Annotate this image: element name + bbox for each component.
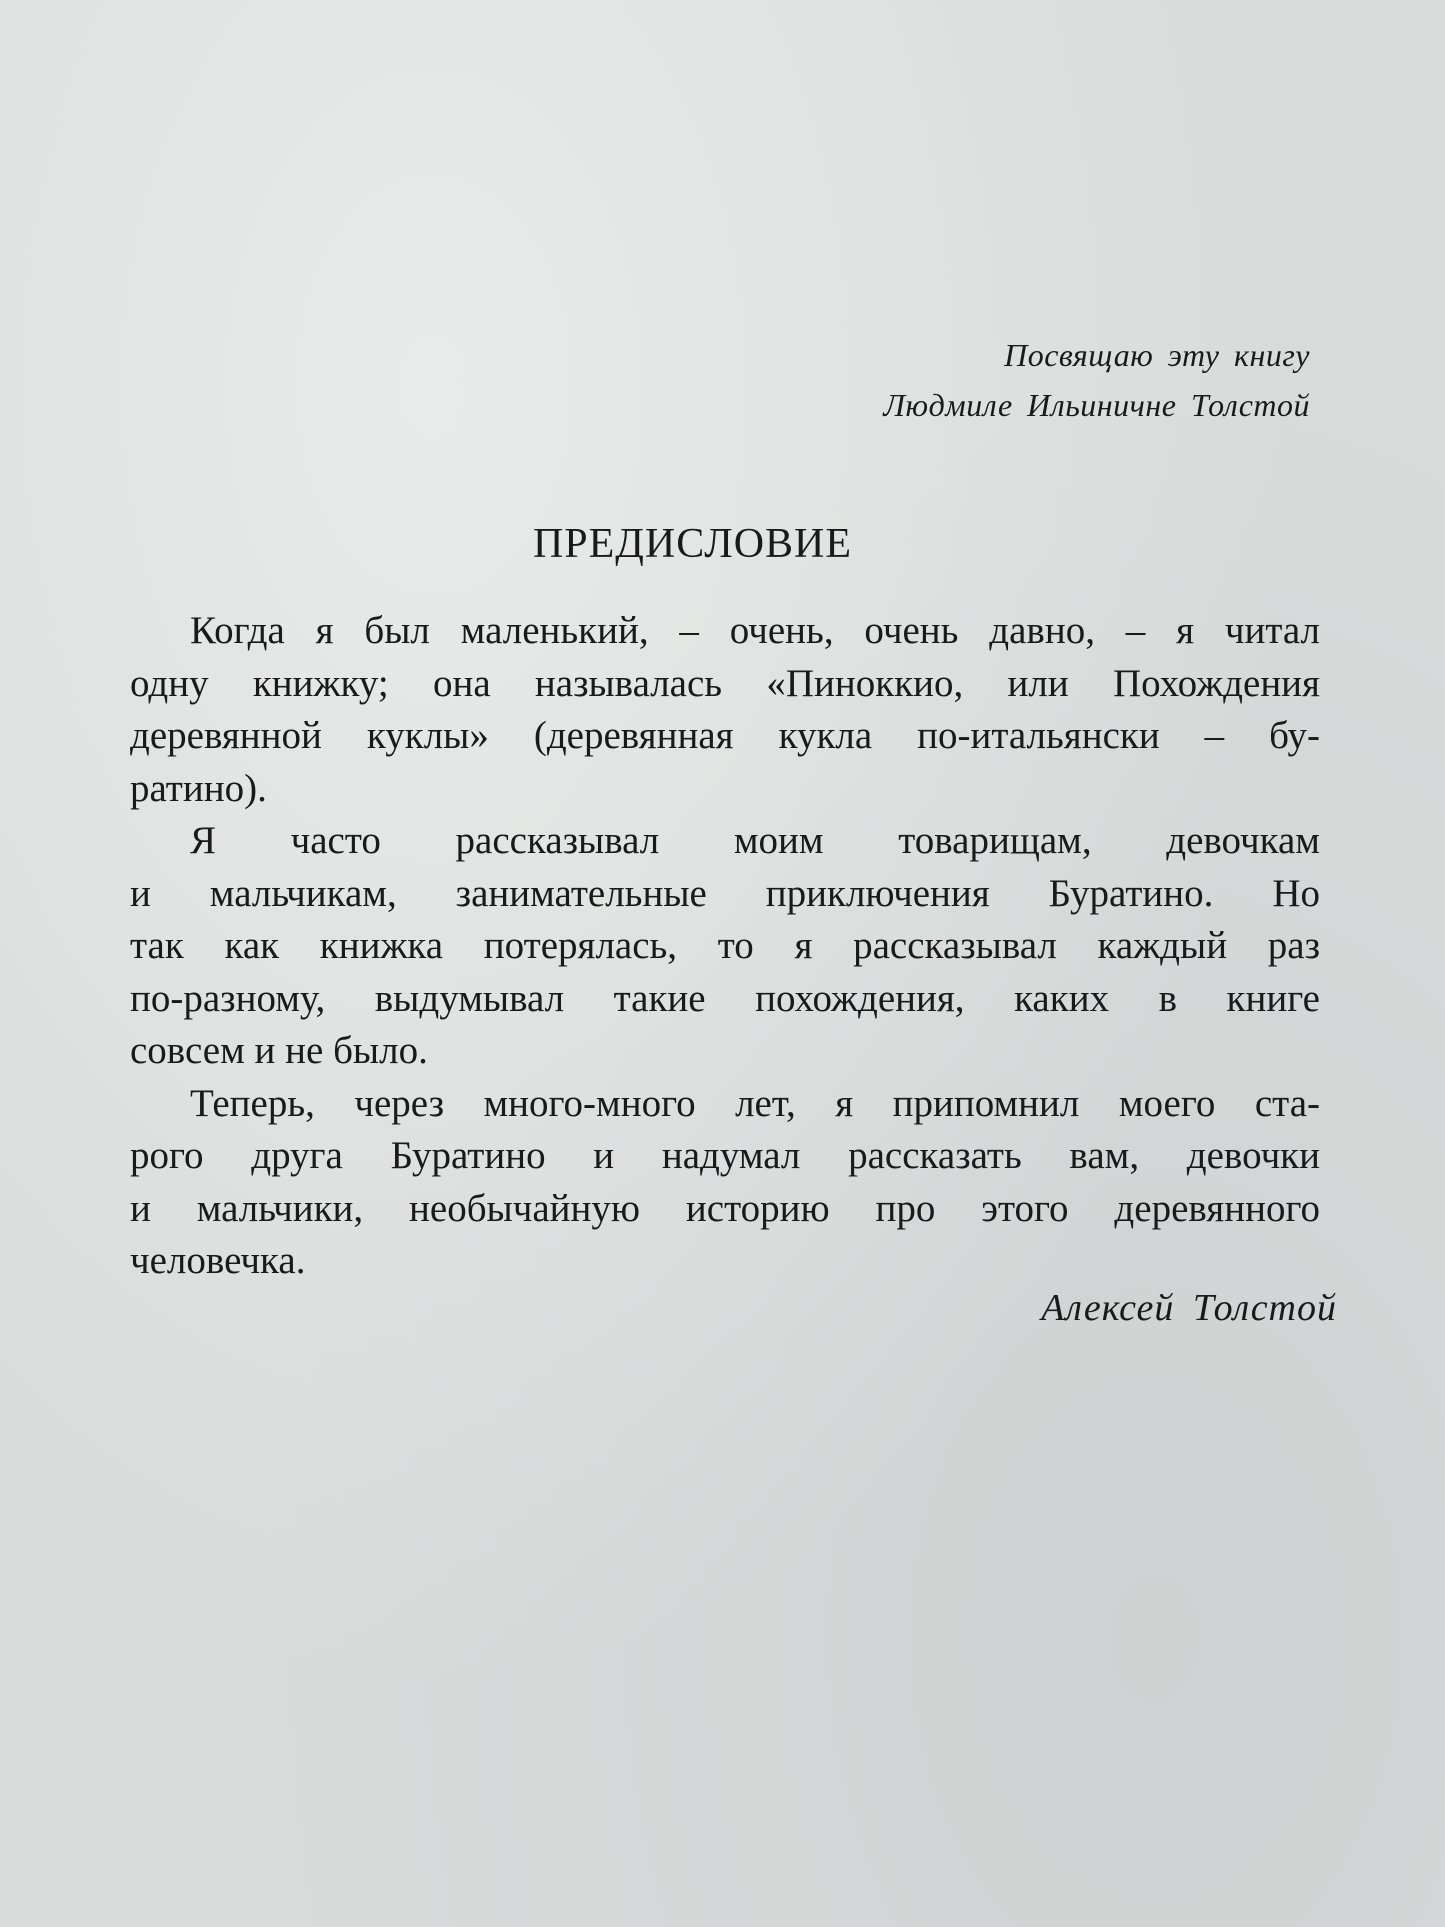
text-line: Теперь, через много-много лет, я припомнил моего ста- xyxy=(190,1081,1320,1125)
text-line: одну книжку; она называлась «Пиноккио, или Похождения xyxy=(130,661,1320,705)
text-line: так как книжка потерялась, то я рассказывал каждый раз xyxy=(130,924,1320,967)
text-line: по-разному, выдумывал такие похождения, каких в книге xyxy=(130,976,1320,1020)
text-line: Я часто рассказывал моим товарищам, девочкам xyxy=(190,819,1320,862)
dedication-line-2: Людмиле Ильиничне Толстой xyxy=(883,387,1310,423)
dedication-line-1: Посвящаю эту книгу xyxy=(1004,337,1310,373)
text-line: деревянной куклы» (деревянная кукла по-итальянски – бу- xyxy=(130,714,1320,757)
text-line: и мальчикам, занимательные приключения Буратино. Но xyxy=(130,871,1320,915)
text-line: и мальчики, необычайную историю про этого деревянного xyxy=(130,1186,1320,1230)
text-line: ратино). xyxy=(130,766,267,810)
paragraph-3 xyxy=(70,1078,1320,1288)
text-line: человечка. xyxy=(130,1239,306,1282)
page-title: ПРЕДИСЛОВИЕ xyxy=(532,521,853,567)
dedication xyxy=(883,330,1310,430)
author-signature: Алексей Толстой xyxy=(1041,1287,1337,1329)
text-line: совсем и не было. xyxy=(130,1029,428,1072)
preface-text xyxy=(70,605,1320,1288)
text-line: Когда я был маленький, – очень, очень давно, – я читал xyxy=(190,609,1320,652)
paragraph-2 xyxy=(70,815,1320,1078)
paragraph-1 xyxy=(70,605,1320,815)
text-line: рого друга Буратино и надумал рассказать вам, девочки xyxy=(130,1134,1320,1177)
